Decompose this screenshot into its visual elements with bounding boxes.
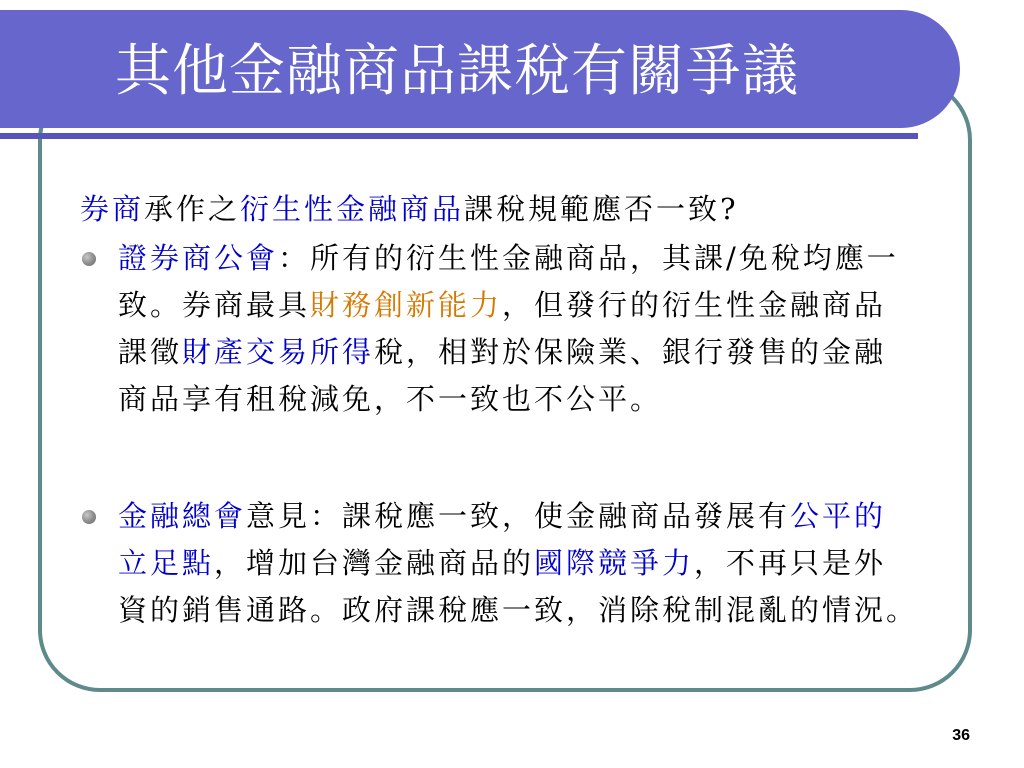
bullet-segment: ：所有的衍生性金融商品，其課/免稅均應一致。券商最具 bbox=[118, 241, 899, 322]
bullet-segment: 國際競爭力 bbox=[534, 546, 695, 580]
question-part-3: 衍生性金融商品 bbox=[240, 192, 465, 226]
bullet-segment: 意見：課稅應一致，使金融商品發展有 bbox=[246, 499, 791, 533]
bullet-item bbox=[80, 235, 940, 423]
bullet-icon bbox=[82, 510, 96, 524]
bullet-segment: 公平的立足點 bbox=[118, 499, 887, 580]
bullet-segment: ，但發行的衍生性金融商品課徵 bbox=[118, 288, 887, 369]
bullet-segment: 財務創新能力 bbox=[310, 288, 503, 322]
bullet-text bbox=[118, 493, 918, 634]
bullet-segment: 證券商公會 bbox=[118, 241, 279, 275]
bullet-text bbox=[118, 235, 918, 423]
bullet-segment: ，不再只是外資的銷售通路。政府課稅應一致，消除稅制混亂的情況。 bbox=[118, 546, 919, 627]
bullet-item bbox=[80, 493, 940, 634]
slide-title: 其他金融商品課稅有關爭議 bbox=[115, 39, 799, 104]
page-number: 36 bbox=[952, 727, 970, 744]
title-underline bbox=[0, 133, 918, 139]
question-part-1: 券商 bbox=[80, 192, 145, 226]
question-part-2: 承作之 bbox=[144, 192, 241, 226]
question-part-4: 課稅規範應否一致? bbox=[464, 192, 739, 226]
bullet-segment: 金融總會 bbox=[118, 499, 247, 533]
bullet-segment: 稅，相對於保險業、銀行發售的金融商品享有租稅減免，不一致也不公平。 bbox=[118, 335, 887, 416]
bullet-icon bbox=[82, 252, 96, 266]
question-text bbox=[80, 186, 940, 233]
bullet-segment: ，增加台灣金融商品的 bbox=[214, 546, 535, 580]
bullet-segment: 財產交易所得 bbox=[182, 335, 375, 369]
